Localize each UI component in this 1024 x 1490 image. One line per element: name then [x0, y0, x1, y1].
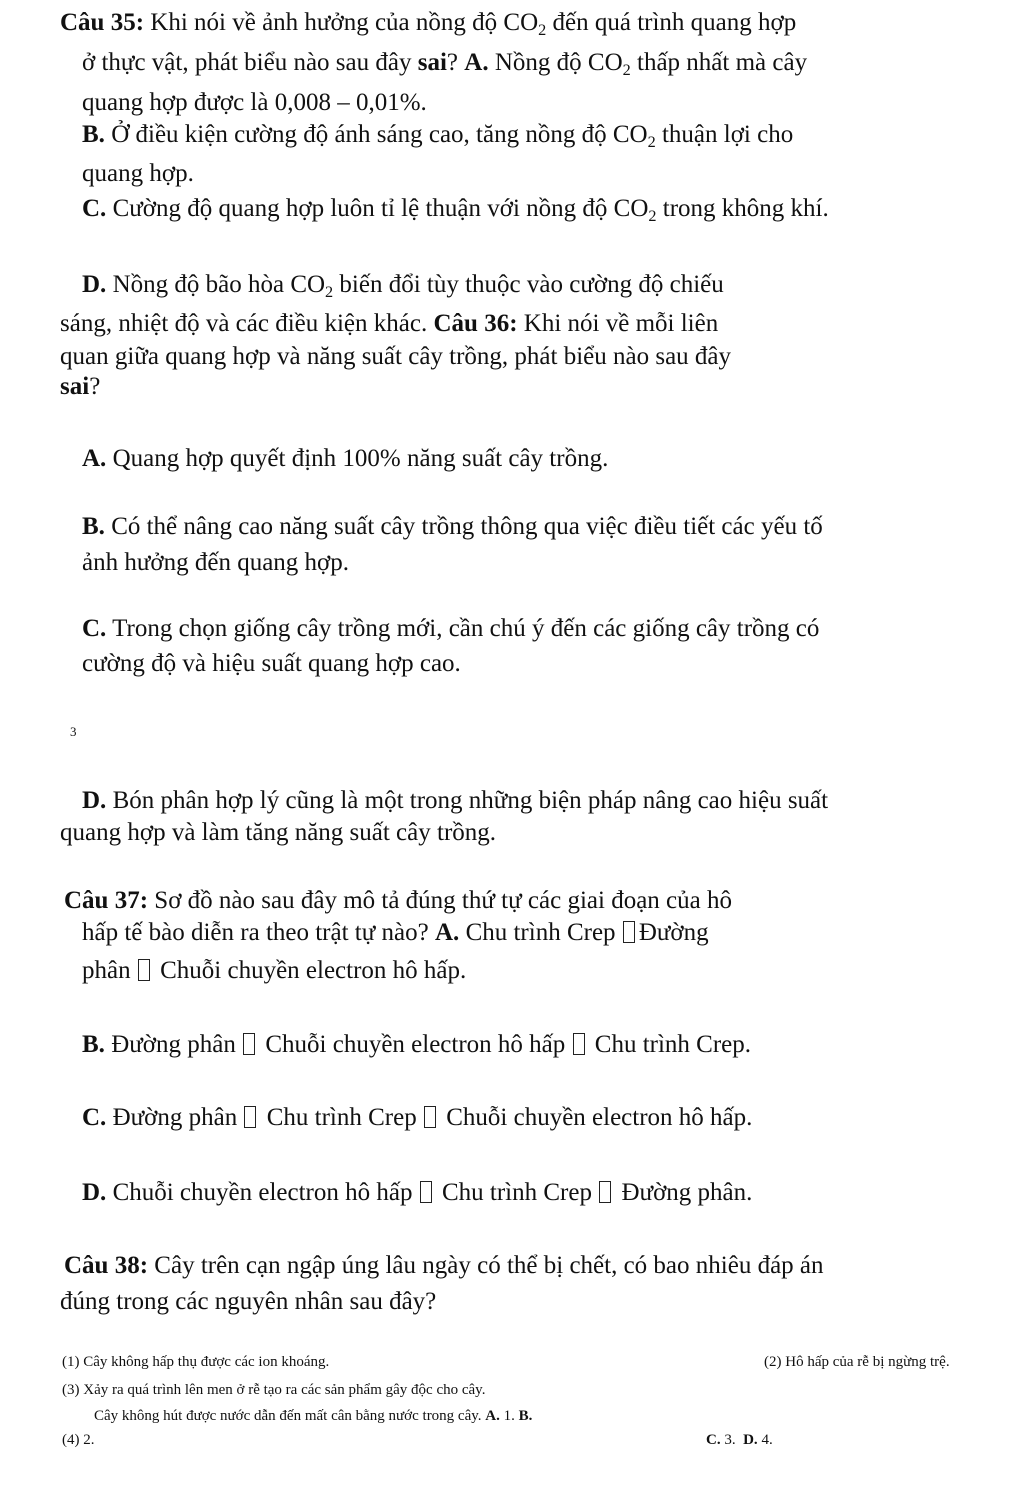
q35-label: Câu 35:	[60, 9, 145, 36]
q36-option-d: D. Bón phân hợp lý cũng là một trong những biện pháp nâng cao hiệu suất	[82, 787, 829, 814]
arrow-placeholder-icon	[623, 921, 635, 943]
q37-option-d: D. Chuỗi chuyền electron hô hấp Chu trình Crep Đường phân.	[82, 1179, 753, 1206]
q35-option-b: B. Ở điều kiện cường độ ánh sáng cao, tăng nồng độ $CO_2$ thuận lợi cho	[82, 121, 794, 151]
q38-stem-line2: đúng trong các nguyên nhân sau đây?	[60, 1288, 437, 1315]
q37-stem-line2: hấp tế bào diễn ra theo trật tự nào? A. Chu trình Crep Đường	[82, 919, 709, 946]
q36-option-a: A. Quang hợp quyết định 100% năng suất cây trồng.	[82, 445, 609, 472]
q35-option-c: C. Cường độ quang hợp luôn tỉ lệ thuận với nồng độ $CO_2$ trong không khí.	[82, 195, 829, 225]
q36-option-c-cont: cường độ và hiệu suất quang hợp cao.	[82, 650, 461, 677]
q35-stem-line2: ở thực vật, phát biểu nào sau đây sai? A. Nồng độ $CO_2$ thấp nhất mà cây	[82, 49, 808, 79]
arrow-placeholder-icon	[420, 1181, 432, 1203]
q37-option-c: C. Đường phân Chu trình Crep Chuỗi chuyền electron hô hấp.	[82, 1104, 753, 1131]
page-number: 3	[70, 724, 77, 739]
q36-option-c: C. Trong chọn giống cây trồng mới, cần chú ý đến các giống cây trồng có	[82, 615, 820, 642]
arrow-placeholder-icon	[573, 1033, 585, 1055]
q38-item-4-label: (4) 2.	[62, 1432, 95, 1448]
q38-item-1: (1) Cây không hấp thụ được các ion khoáng.	[62, 1354, 330, 1370]
q37-stem-line1: Câu 37: Sơ đồ nào sau đây mô tả đúng thứ tự các giai đoạn của hô	[64, 887, 732, 914]
q35-stem-line1: Câu 35: Khi nói về ảnh hưởng của nồng độ $CO_2$ đến quá trình quang hợp	[60, 9, 797, 39]
q36-option-b-cont: ảnh hưởng đến quang hợp.	[82, 549, 350, 576]
q38-item-3: (3) Xảy ra quá trình lên men ở rễ tạo ra các sản phẩm gây độc cho cây.	[62, 1382, 486, 1398]
q37-label: Câu 37:	[64, 887, 149, 914]
q36-option-d-cont: quang hợp và làm tăng năng suất cây trồng.	[60, 819, 497, 846]
arrow-placeholder-icon	[243, 1033, 255, 1055]
q36-stem-line3: sai?	[60, 373, 101, 400]
q38-options-cd: C. 3. D. 4.	[706, 1432, 773, 1448]
q35-option-b-cont: quang hợp.	[82, 160, 194, 187]
q37-option-b: B. Đường phân Chuỗi chuyền electron hô hấp Chu trình Crep.	[82, 1031, 752, 1058]
q38-label: Câu 38:	[64, 1252, 149, 1279]
q36-label: Câu 36:	[433, 310, 518, 337]
q35-option-a-key: A.	[464, 49, 489, 76]
q36-stem-line1: sáng, nhiệt độ và các điều kiện khác. Câu 36: Khi nói về mỗi liên	[60, 310, 719, 337]
arrow-placeholder-icon	[424, 1106, 436, 1128]
q36-stem-line2: quan giữa quang hợp và năng suất cây trồng, phát biểu nào sau đây	[60, 343, 732, 370]
q35-option-a-cont: quang hợp được là 0,008 – 0,01%.	[82, 89, 427, 116]
q35-option-d: D. Nồng độ bão hòa $CO_2$ biến đổi tùy thuộc vào cường độ chiếu	[82, 271, 724, 301]
co2-formula: $CO_2$	[503, 9, 547, 39]
arrow-placeholder-icon	[138, 959, 150, 981]
q38-item-4-text: Cây không hút được nước dẫn đến mất cân bằng nước trong cây. A. 1. B.	[94, 1408, 533, 1424]
q36-option-b: B. Có thể nâng cao năng suất cây trồng thông qua việc điều tiết các yếu tố	[82, 513, 823, 540]
arrow-placeholder-icon	[599, 1181, 611, 1203]
q38-item-2: (2) Hô hấp của rễ bị ngừng trệ.	[764, 1354, 950, 1370]
arrow-placeholder-icon	[244, 1106, 256, 1128]
q38-stem-line1: Câu 38: Cây trên cạn ngập úng lâu ngày có thể bị chết, có bao nhiêu đáp án	[64, 1252, 824, 1279]
q37-option-a-cont: phân Chuỗi chuyền electron hô hấp.	[82, 957, 467, 984]
